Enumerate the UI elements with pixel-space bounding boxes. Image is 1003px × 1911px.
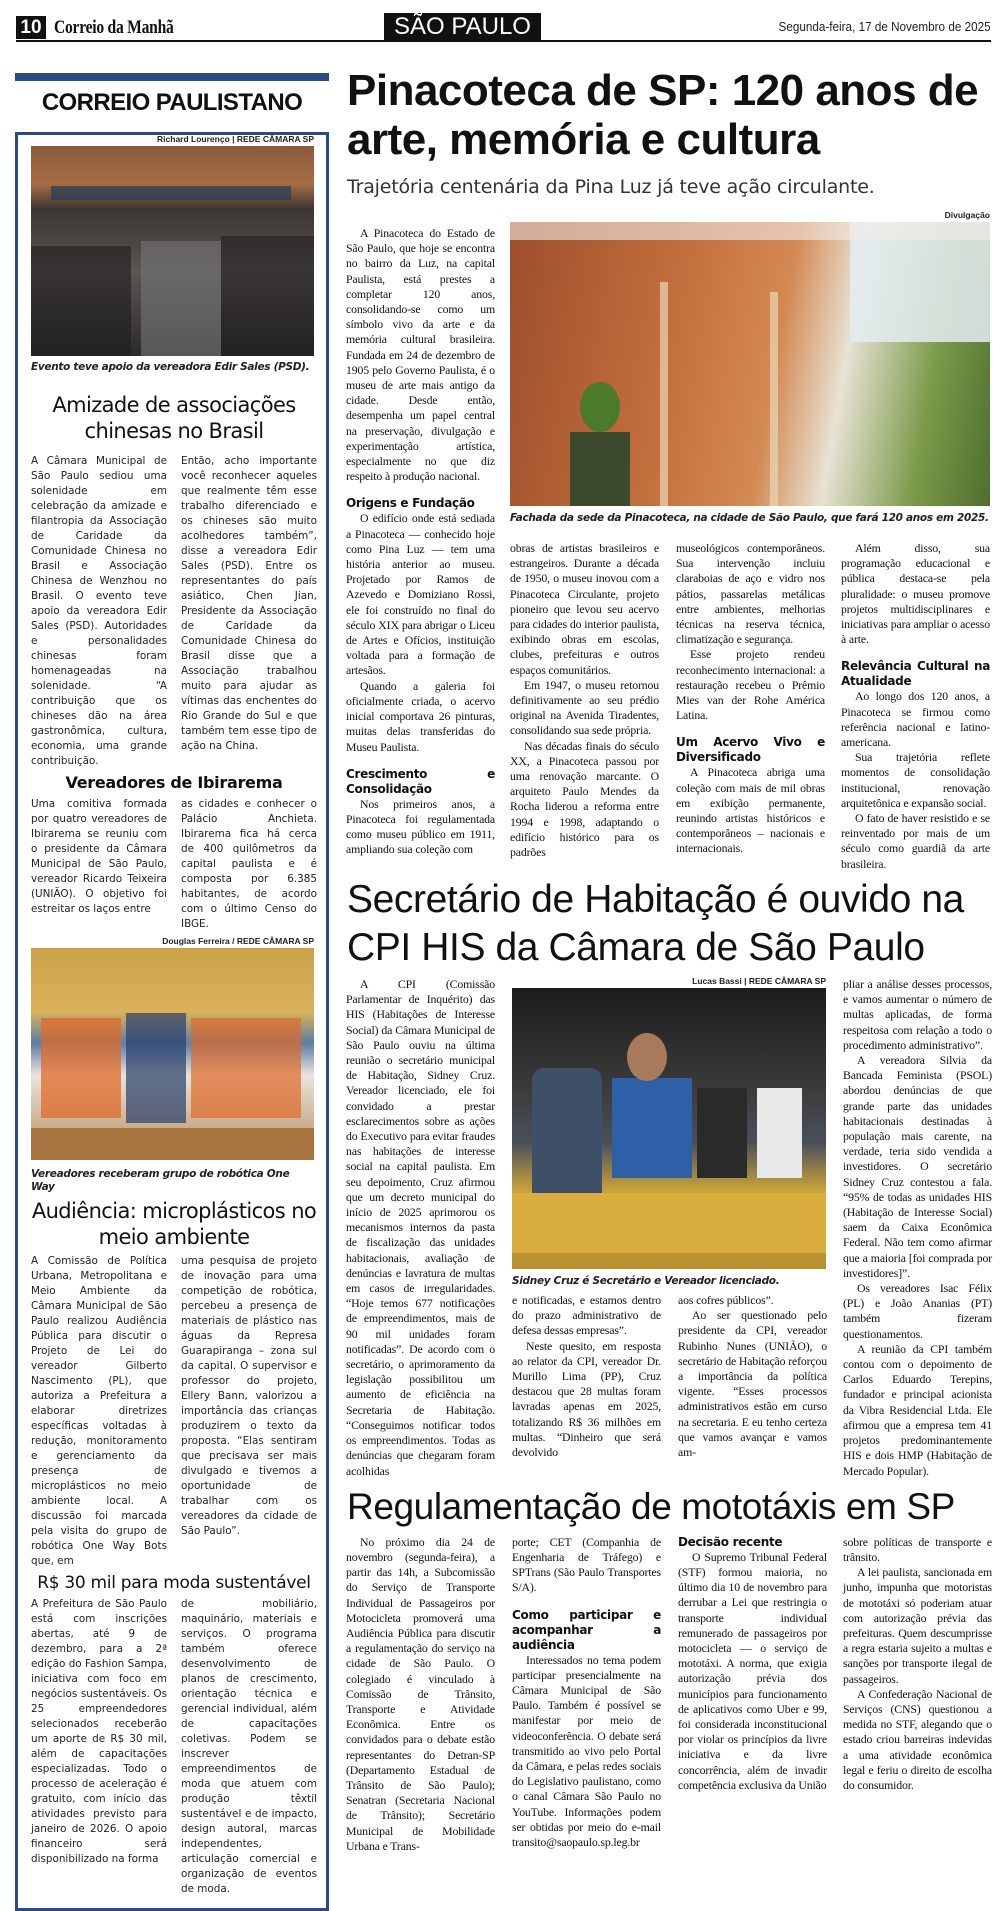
article-paragraph: A Pinacoteca do Estado de São Paulo, que hoje se encontra no bairro da Luz, na capital Paulista, está prestes a completar 120 anos, consolidando-se como um símbolo vivo da arte e da memória cultural brasileira. Fundada em 24 de dezembro de 1905 pelo Governo Paulista, é o museu de arte mais antigo da cidade. Desde então, desempenha um papel central na preservação, divulgação e experimentação artística, especialmente no que diz respeito à produção nacional. — [346, 226, 495, 484]
story-column: A Comissão de Política Urbana, Metropolitana e Meio Ambiente da Câmara Municipal de São Paulo realizou Audiência Pública para discutir o Projeto de Lei do vereador Gilberto Nascimento (PL), que autoriza a Prefeitura a elaborar diretrizes específicas voltadas à redução, monitoramento e gerenciamento da presença de microplásticos no meio ambiente local. A discussão foi marcada pela visita do grupo de robótica One Way Bots que, em — [31, 1255, 167, 1567]
article-headline: Regulamentação de mototáxis em SP — [347, 1485, 955, 1527]
story-heading: Vereadores de Ibirarema — [65, 773, 283, 792]
photo-council-event — [31, 146, 314, 356]
article-paragraph: Além disso, sua programação educacional e pública destaca-se pela pluralidade: o museu promove projetos multidisciplinares e iniciativas para ampliar o acesso à arte. — [841, 541, 990, 647]
article-paragraph: Esse projeto rendeu reconhecimento internacional: a restauração recebeu o Prêmio Mies van der Rohe América Latina. — [676, 647, 825, 723]
photo-caption: Evento teve apoio da vereadora Edir Sales (PSD). — [31, 361, 310, 373]
photo-caption: Vereadores receberam grupo de robótica One Way — [31, 1168, 290, 1193]
article-paragraph: A reunião da CPI também contou com o depoimento de Carlos Eduardo Terepins, fundador e principal acionista da Vibra Residencial Ltda. Ele afirmou que a empresa tem 41 projetos predominantemente HIS e dois HMP (Habitação de Mercado Popular). — [843, 1341, 992, 1478]
article-subheading: Relevância Cultural na Atualidade — [841, 659, 990, 689]
article-paragraph: O Supremo Tribunal Federal (STF) formou maioria, no último dia 10 de novembro para derrubar a Lei que restringia o transporte individual remunerado de passageiros por motocicleta — o serviço de mototáxi. A norma, que exigia autorização prévia dos municípios para funcionamento de aplicativos como Uber e 99, foi considerada inconstitucional por violar os princípios da livre iniciativa e da livre concorrência, além de invadir competência exclusiva da União — [678, 1549, 827, 1792]
article-paragraph: Neste quesito, em resposta ao relator da CPI, vereador Dr. Murillo Lima (PP), Cruz destacou que 28 multas foram lavradas apenas em 2025, totalizando R$ 36 milhões em multas. “Dinheiro que será devolvido — [512, 1338, 661, 1460]
article-paragraph: Em 1947, o museu retornou definitivamente ao seu prédio original na Avenida Tiradentes, consolidando sua sede própria. — [510, 677, 659, 738]
article-column — [841, 541, 990, 872]
article-paragraph: A CPI (Comissão Parlamentar de Inquérito) das HIS (Habitações de Interesse Social) da Câmara Municipal de São Paulo ouviu na última reunião o secretário municipal de Habitação, Sidney Cruz. Vereador licenciado, ele foi convidado a prestar esclarecimentos sobre as ações do Executivo para evitar fraudes nas habitações de interesse social na capital paulista. Em seu depoimento, Cruz afirmou que um decreto municipal do início de 2025 aprimorou os mecanismos internos da pasta de fiscalização das unidades habitacionais, avaliação de denúncias e lavratura de multas em casos de irregularidades. “Hoje temos 677 notificações de empreendimentos, mais de 90 mil unidades foram notificadas”. De acordo com o secretário, o aprimoramento da legislação possibilitou um aumento de eficiência na Secretaria de Habitação. “Conseguimos notificar todos os empreendimentos. Todas as denúncias que chegaram foram acolhidas — [346, 977, 495, 1478]
story-heading: Audiência: microplásticos no meio ambiente — [31, 1199, 317, 1249]
article-subheading: Origens e Fundação — [346, 496, 475, 511]
article-column — [843, 977, 992, 1479]
photo-credit: Richard Lourenço | REDE CÂMARA SP — [157, 134, 314, 144]
article-paragraph: O fato de haver resistido e se reinventado por mais de um século como guardiã da arte brasileira. — [841, 811, 990, 871]
article-paragraph: Sua trajetória reflete momentos de consolidação institucional, renovação arquitetônica e expansão social. — [841, 750, 990, 810]
article-paragraph: Nas décadas finais do século XX, a Pinacoteca passou por uma renovação marcante. O arquiteto Paulo Mendes da Rocha liderou a reforma entre 1994 e 1998, adaptando o edifício histórico para os padrões — [510, 738, 659, 860]
article-headline: Pinacoteca de SP: 120 anos de arte, memória e cultura — [347, 66, 979, 164]
story-column: A Câmara Municipal de São Paulo sediou uma solenidade em celebração da amizade e filantropia da Associação de Caridade da Comunidade Chinesa no Brasil e Associação Chinesa de Wenzhou no Brasil. O evento teve apoio da vereadora Edir Sales (PSD). Autoridades e personalidades chinesas foram homenageadas na solenidade. “A contribuição que os chineses dão na área gastronômica, cultura, economia, uma grande contribuição. — [31, 455, 167, 767]
article-column — [678, 1293, 827, 1460]
article-subheading: Crescimento e Consolidação — [346, 766, 495, 796]
story-column: Então, acho importante você reconhecer aqueles que realmente têm esse trabalho diferenciado e os chineses são muito acolhedores também”, disse a vereadora Edir Sales (PSD). Entre os representantes do país asiático, Chen Jian, Presidente da Associação de Caridade da Comunidade Chinesa do Brasil disse que a Associação trabalhou muito para ajudar as vítimas das enchentes do Rio Grande do Sul e que também tem esse tipo de ação na China. — [181, 455, 317, 752]
photo-credit: Divulgação — [944, 210, 990, 220]
article-column — [346, 977, 495, 1479]
article-column — [346, 1535, 495, 1854]
article-paragraph: Os vereadores Isac Félix (PL) e João Ananias (PT) também fizeram questionamentos. — [843, 1281, 992, 1341]
photo-pinacoteca-facade — [510, 222, 990, 506]
article-subtitle: Trajetória centenária da Pina Luz já teve ação circulante. — [347, 176, 875, 198]
article-paragraph: aos cofres públicos”. — [678, 1293, 774, 1307]
article-paragraph: sobre políticas de transporte e trânsito. — [843, 1534, 992, 1564]
article-paragraph: A lei paulista, sancionada em junho, impunha que motoristas de mototáxi só poderiam atuar com autorização prévia das prefeituras. Quem descumprisse a regra estaria sujeito a multas e sanções por transporte ilegal de passageiros. — [843, 1565, 992, 1686]
article-subheading: Como participar e acompanhar a audiência — [512, 1607, 661, 1652]
photo-credit: Lucas Bassi | REDE CÂMARA SP — [692, 976, 826, 986]
page-number: 10 — [16, 16, 46, 39]
story-column: uma pesquisa de projeto de inovação para uma competição de robótica, percebeu a presença de materiais de plástico nas águas da Represa Guarapiranga – zona sul da capital. O supervisor e professor do projeto, Ellery Bann, valorizou a importância das crianças produzirem o texto da proposta. “Elas sentiram que precisava ser mais divulgado e tivemos a oportunidade de trabalhar com os vereadores da cidade de São Paulo”. — [181, 1255, 317, 1537]
photo-credit: Douglas Ferreira / REDE CÂMARA SP — [162, 936, 314, 946]
article-paragraph: O edifício onde está sediada a Pinacoteca — conhecido hoje como Pina Luz — tem uma história anterior ao museu. Projetado por Ramos de Azevedo e Domiziano Rossi, ele foi construído no final do século XIX para abrigar o Liceu de Artes e Ofícios, instituição voltada para a formação de artesãos. — [346, 511, 495, 678]
article-column — [678, 1535, 827, 1793]
article-column — [510, 541, 659, 860]
sidebar-title: CORREIO PAULISTANO — [41, 89, 303, 116]
article-subheading: Decisão recente — [678, 1534, 783, 1549]
photo-cpi-hearing — [512, 988, 826, 1269]
story-column: Uma comitiva formada por quatro vereadores de Ibirarema se reuniu com o presidente da Câmara Municipal de São Paulo, vereador Ricardo Teixeira (UNIÃO). O objetivo foi estreitar os laços entre — [31, 798, 167, 915]
photo-caption: Fachada da sede da Pinacoteca, na cidade de São Paulo, que fará 120 anos em 2025. — [510, 512, 989, 524]
story-column: A Prefeitura de São Paulo está com inscrições abertas, até 9 de dezembro, para a 2ª edição do Fashion Sampa, iniciativa com foco em negócios sustentáveis. Os 25 empreendedores selecionados receberão um aporte de R$ 30 mil, além de capacitações especializadas. Todo o processo de aceleração é gratuito, com início das atividades previsto para janeiro de 2026. O apoio financeiro será disponibilizado na forma — [31, 1598, 167, 1865]
article-column — [512, 1293, 661, 1460]
article-paragraph: A Confederação Nacional de Serviços (CNS) questionou a medida no STF, alegando que o estado criou barreiras indevidas a uma atividade econômica legal e feriu o direito de escolha do consumidor. — [843, 1686, 992, 1792]
header-rule — [16, 40, 991, 42]
article-paragraph: obras de artistas brasileiros e estrangeiros. Durante a década de 1950, o museu inovou com a Pinacoteca Circulante, projeto pioneiro que levou seu acervo para cidades do interior paulista, exibindo obras em escolas, clubes, prefeituras e outros espaços comunitários. — [510, 541, 659, 677]
article-paragraph: pliar a análise desses processos, e vamos aumentar o número de multas aplicadas, de forma respeitosa com relação a todo o procedimento administrativo”. — [843, 977, 992, 1052]
story-heading: Amizade de associações chinesas no Brasil — [52, 393, 296, 443]
article-paragraph: Ao longo dos 120 anos, a Pinacoteca se firmou como referência nacional e latino-americana. — [841, 689, 990, 750]
article-paragraph: Nos primeiros anos, a Pinacoteca foi regulamentada como museu público em 1911, ampliando sua coleção com — [346, 796, 495, 857]
newspaper-name: Correio da Manhã — [54, 17, 174, 38]
article-paragraph: Quando a galeria foi oficialmente criada, o acervo inicial comportava 26 pinturas, muitas delas transferidas do Museu Paulista. — [346, 678, 495, 754]
article-column — [843, 1535, 992, 1793]
article-column — [676, 541, 825, 857]
article-paragraph: porte; CET (Companhia de Engenharia de Tráfego) e SPTrans (São Paulo Transportes S/A). — [512, 1534, 661, 1595]
story-column: de mobiliário, maquinário, materiais e serviços. O programa também oferece desenvolvimento de planos de crescimento, orientação técnica e gerencial individual, além de capacitações coletivas. Podem se inscrever empreendimentos de moda que atuem com produção têxtil sustentável e de impacto, design autoral, marcas independentes, articulação comercial e organização de eventos de moda. — [181, 1598, 317, 1895]
sidebar-top-bar — [15, 73, 329, 81]
article-column — [512, 1535, 661, 1850]
article-paragraph: Ao ser questionado pelo presidente da CPI, vereador Rubinho Nunes (UNIÃO), o secretário de Habitação reforçou a importância da política vigente. “Esses processos administrativos estão em curso na secretaria. E eu tenho certeza que vamos avançar e vamos am- — [678, 1308, 827, 1460]
story-heading: R$ 30 mil para moda sustentável — [37, 1573, 311, 1593]
issue-date: Segunda-feira, 17 de Novembro de 2025 — [778, 19, 991, 34]
section-label: SÃO PAULO — [384, 13, 541, 40]
story-column: as cidades e conhecer o Palácio Anchieta. Ibirarema fica há cerca de 400 quilômetros da capital paulista e é composta por 6.385 habitantes, de acordo com o último Censo do IBGE. — [181, 798, 317, 930]
article-column — [346, 226, 495, 858]
article-paragraph: Interessados no tema podem participar presencialmente na Câmara Municipal de São Paulo. Também é possível se manifestar por meio de videoconferência. O debate será transmitido ao vivo pelo Portal da Câmara, e pelas redes sociais do Legislativo paulistano, como o canal Câmara São Paulo no YouTube. Informações podem ser obtidas por meio do e-mail transito@saopaulo.sp.leg.br — [512, 1652, 661, 1849]
photo-caption: Sidney Cruz é Secretário e Vereador licenciado. — [512, 1275, 780, 1287]
article-paragraph: e notificadas, e estamos dentro do prazo administrativo de defesa dessas empresas”. — [512, 1293, 661, 1338]
article-paragraph: museológicos contemporâneos. Sua intervenção incluiu claraboias de aço e vidro nos pátios, passarelas metálicas entre ambientes, melhorias técnicas na reserva técnica, climatização e segurança. — [676, 541, 825, 647]
photo-robotics-group — [31, 948, 314, 1160]
article-paragraph: A Pinacoteca abriga uma coleção com mais de mil obras em exibição permanente, reunindo artistas históricos e contemporâneos – nacionais e internacionais. — [676, 765, 825, 856]
article-subheading: Um Acervo Vivo e Diversificado — [676, 735, 825, 765]
article-paragraph: No próximo dia 24 de novembro (segunda-feira), a partir das 14h, a Subcomissão do Serviço de Transporte Individual de Passageiros por Motocicleta promoverá uma Audiência Pública para discutir a regulamentação do serviço na cidade de São Paulo. O colegiado é vinculado à Comissão de Trânsito, Transporte e Atividade Econômica. Entre os convidados para o debate estão representantes do Detran-SP (Departamento Estadual de Trânsito de São Paulo); Senatran (Secretaria Nacional de Trânsito); Secretário Municipal de Mobilidade Urbana e Trans- — [346, 1534, 495, 1853]
article-headline: Secretário de Habitação é ouvido na CPI HIS da Câmara de São Paulo — [347, 878, 964, 969]
article-paragraph: A vereadora Silvia da Bancada Feminista (PSOL) abordou denúncias de que grande parte das unidades habitacionais destinadas à população mais carente, na verdade, teria sido vendida a investidores. O secretário Sidney Cruz contestou a fala. “95% de todas as unidades HIS (Habitação de Interesse Social) saem da Caixa Econômica Federal. Não tem como afirmar que a maioria [foi comprada por investidores]”. — [843, 1053, 992, 1280]
